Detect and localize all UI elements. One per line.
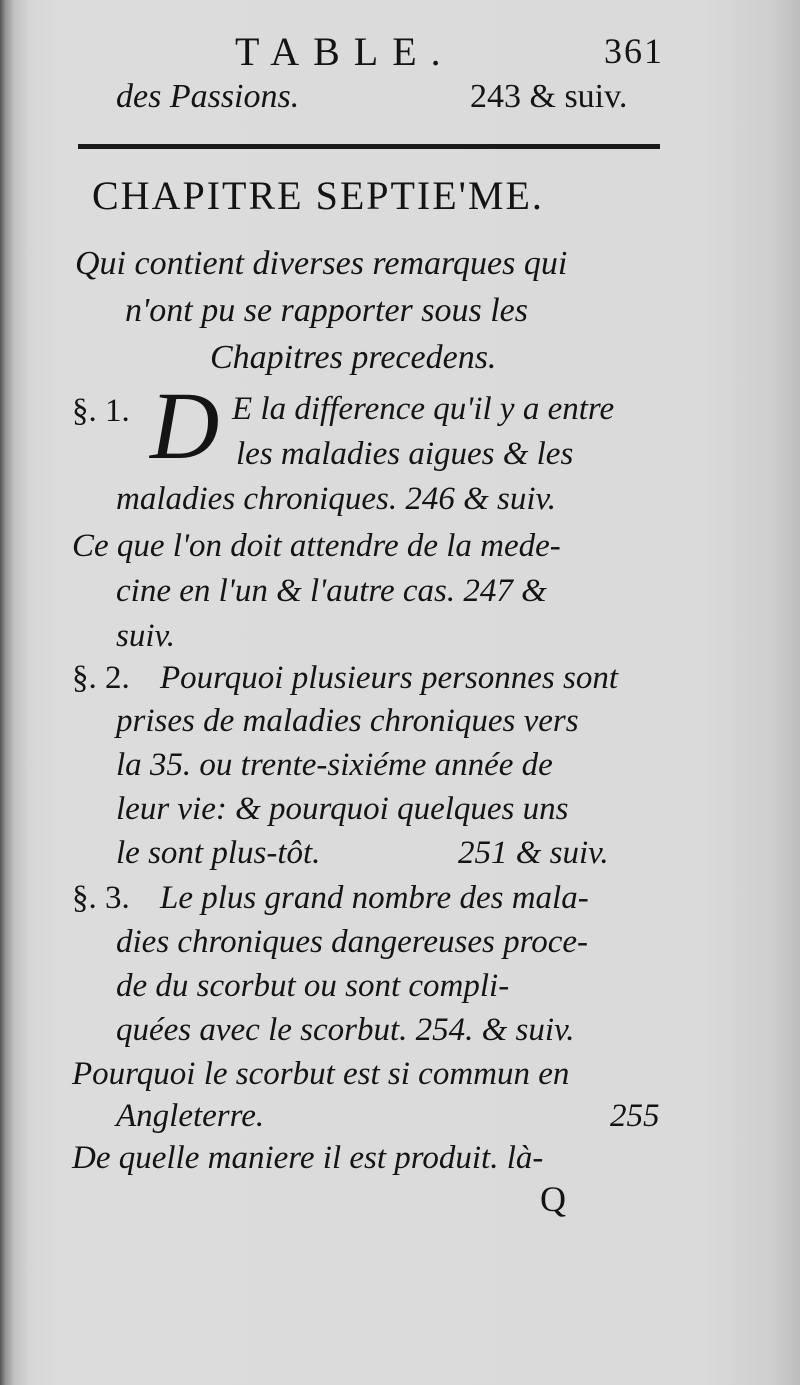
running-title: TABLE. [235,29,455,74]
entry-2-line-2: cine en l'un & l'autre cas. 247 & [116,573,547,609]
entry-5-line-1: Pourquoi le scorbut est si commun en [72,1056,570,1092]
section-2-line-3: la 35. ou trente-sixiéme année de [116,747,553,783]
section-1-line-1: E la difference qu'il y a entre [232,391,615,427]
section-3-line-3: de du scorbut ou sont compli- [116,968,510,1004]
chapter-subtitle-line-2: n'ont pu se rapporter sous les [125,292,529,329]
continuation-ref: 243 & suiv. [470,78,628,115]
chapter-subtitle-line-1: Qui contient diverses remarques qui [75,245,568,282]
chapter-title: CHAPITRE SEPTIE'ME. [92,173,544,218]
section-3-line-2: dies chroniques dangereuses proce- [116,924,588,960]
entry-2-line-1: Ce que l'on doit attendre de la mede- [72,528,561,564]
section-2-line-5: le sont plus-tôt. [116,835,321,871]
section-3-line-1: Le plus grand nombre des mala- [160,880,589,916]
section-2-marker: §. 2. [72,660,130,696]
catchword: Q [540,1179,566,1219]
binding-shadow [0,0,14,1385]
drop-cap: D [150,372,220,479]
section-1-marker: §. 1. [72,393,130,429]
section-2-line-1: Pourquoi plusieurs personnes sont [160,660,619,696]
page-number: 361 [604,31,664,71]
section-3-marker: §. 3. [72,880,130,916]
section-2-line-4: leur vie: & pourquoi quelques uns [116,791,569,827]
entry-5-line-2: Angleterre. [116,1098,265,1134]
section-2-line-2: prises de maladies chroniques vers [116,703,579,739]
entry-5-ref: 255 [610,1098,660,1134]
chapter-subtitle-line-3: Chapitres precedens. [210,339,497,376]
entry-2-line-3: suiv. [116,618,175,654]
continuation-text: des Passions. [116,78,300,115]
section-1-line-2: les maladies aigues & les [236,436,574,472]
section-1-line-3: maladies chroniques. 246 & suiv. [116,481,556,517]
entry-6-line-1: De quelle maniere il est produit. là- [72,1140,544,1176]
header-rule [78,144,660,149]
section-2-ref: 251 & suiv. [458,835,609,871]
section-3-line-4: quées avec le scorbut. 254. & suiv. [116,1012,575,1048]
